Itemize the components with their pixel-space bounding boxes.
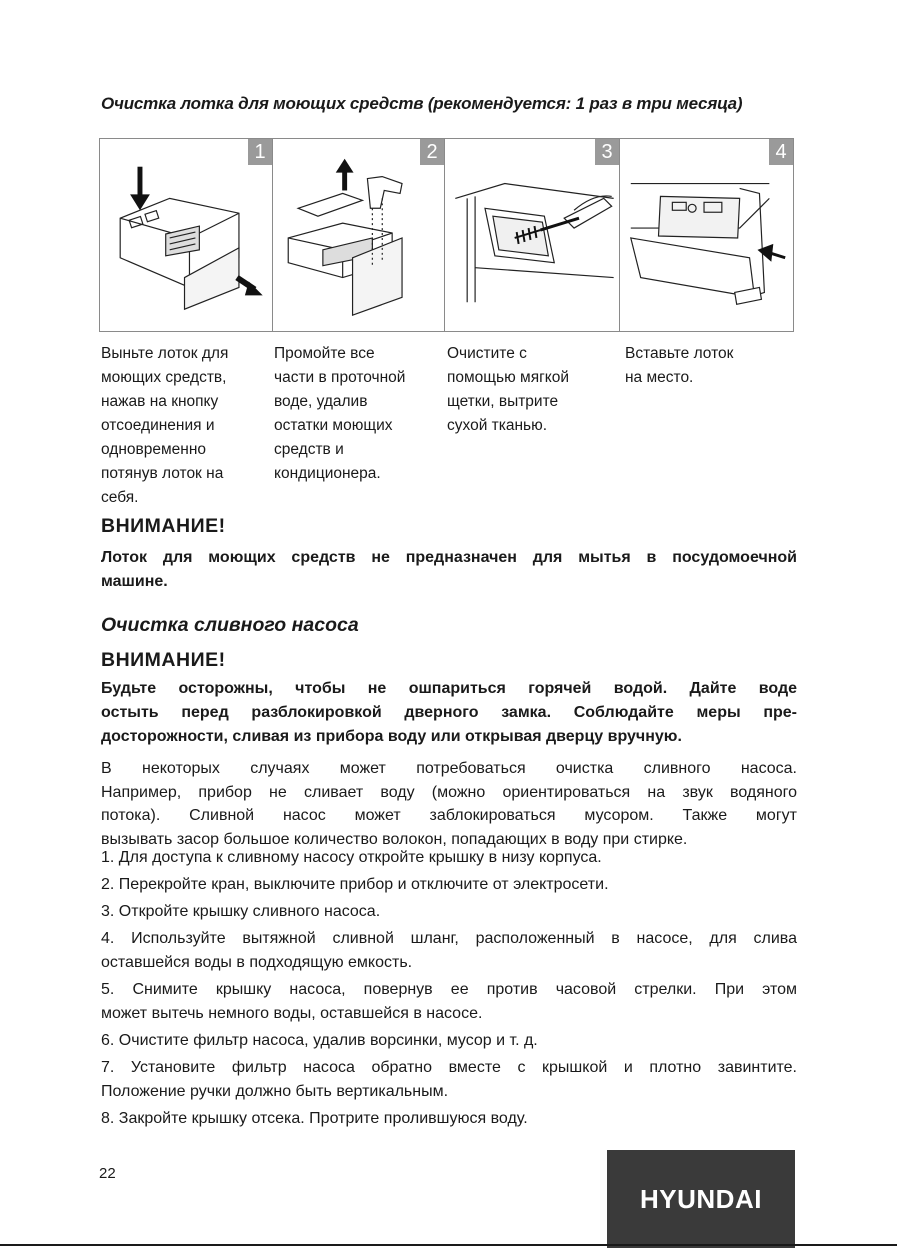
list-line: 4. Используйте вытяжной сливной шланг, расположенный в насосе, для слива [101, 930, 797, 947]
caption-line: средств и [274, 441, 344, 458]
step-number: 1 [248, 139, 272, 165]
paragraph-line: вызывать засор большое количество волокон, попадающих в воду при стирке. [101, 830, 688, 848]
warning-line: Будьте осторожны, чтобы не ошпариться горячей водой. Дайте воде [101, 680, 797, 697]
steps-illustration-strip [99, 138, 794, 332]
paragraph-line: Например, прибор не сливает воду (можно ориентироваться на звук водяного [101, 783, 797, 801]
list-item [101, 978, 797, 1026]
brand-logo: HYUNDAI [607, 1150, 795, 1248]
pump-section-title: Очистка сливного насоса [101, 614, 359, 636]
caption-line: отсоединения и [101, 417, 215, 434]
caption-line: на место. [625, 369, 694, 386]
caption-line: Очистите с [447, 345, 527, 362]
step-2-panel [273, 139, 445, 331]
caption-line: сухой тканью. [447, 417, 548, 434]
caption-line: Вставьте лоток [625, 345, 734, 362]
list-item [101, 846, 797, 870]
caption-line: потянув лоток на [101, 465, 224, 482]
brush-cleaning-icon [445, 139, 619, 331]
warning-line: машине. [101, 573, 168, 590]
step-number: 4 [769, 139, 793, 165]
warning-heading: ВНИМАНИЕ! [101, 649, 226, 671]
list-line: 6. Очистите фильтр насоса, удалив ворсинки, мусор и т. д. [101, 1032, 538, 1049]
step-3-panel [445, 139, 620, 331]
caption-line: Выньте лоток для [101, 345, 229, 362]
caption-line: моющих средств, [101, 369, 227, 386]
warning-line: Лоток для моющих средств не предназначен для мытья в посудомоечной [101, 549, 797, 566]
warning-text [101, 677, 797, 749]
list-item [101, 873, 797, 897]
paragraph-line: В некоторых случаях может потребоваться очистка сливного насоса. [101, 760, 797, 777]
list-line: 2. Перекройте кран, выключите прибор и отключите от электросети. [101, 876, 609, 893]
caption-line: Промойте все [274, 345, 375, 362]
caption-line: нажав на кнопку [101, 393, 219, 410]
list-item [101, 927, 797, 975]
list-line: Положение ручки должно быть вертикальным. [101, 1083, 449, 1100]
list-line: 8. Закройте крышку отсека. Протрите пролившуюся воду. [101, 1110, 528, 1127]
step-2-caption [274, 342, 405, 486]
list-item [101, 900, 797, 924]
list-item [101, 1107, 797, 1131]
detergent-drawer-remove-icon [100, 139, 272, 331]
caption-line: остатки моющих [274, 417, 393, 434]
page-bottom-rule [0, 1244, 897, 1246]
step-4-caption [625, 342, 733, 390]
section-title: Очистка лотка для моющих средств (рекомендуется: 1 раз в три месяца) [101, 94, 743, 113]
list-line: 5. Снимите крышку насоса, повернув ее против часовой стрелки. При этом [101, 981, 797, 998]
list-line: 1. Для доступа к сливному насосу откройте крышку в низу корпуса. [101, 849, 602, 866]
list-line: 3. Откройте крышку сливного насоса. [101, 903, 381, 920]
drawer-rinse-tap-icon [273, 139, 444, 331]
paragraph-line: потока). Сливной насос может заблокироваться мусором. Также могут [101, 807, 797, 824]
caption-line: воде, удалив [274, 393, 368, 410]
caption-line: помощью мягкой [447, 369, 569, 386]
step-number: 2 [420, 139, 444, 165]
step-3-caption [447, 342, 569, 438]
instruction-list [101, 846, 797, 1134]
warning-line: досторожности, сливая из прибора воду или открывая дверцу вручную. [101, 728, 682, 745]
drawer-insert-icon [620, 139, 793, 331]
list-line: 7. Установите фильтр насоса обратно вместе с крышкой и плотно завинтите. [101, 1059, 797, 1076]
caption-line: одновременно [101, 441, 206, 458]
step-number: 3 [595, 139, 619, 165]
list-item [101, 1029, 797, 1053]
intro-paragraph [101, 757, 797, 851]
step-4-panel [620, 139, 793, 331]
warning-heading: ВНИМАНИЕ! [101, 515, 226, 537]
step-1-caption [101, 342, 228, 510]
list-item [101, 1056, 797, 1104]
caption-line: щетки, вытрите [447, 393, 559, 410]
caption-line: себя. [101, 489, 139, 506]
warning-text [101, 546, 797, 594]
caption-line: кондиционера. [274, 465, 381, 482]
list-line: может вытечь немного воды, оставшейся в насосе. [101, 1005, 483, 1022]
list-line: оставшейся воды в подходящую емкость. [101, 954, 413, 971]
page-number: 22 [99, 1165, 116, 1182]
caption-line: части в проточной [274, 369, 406, 386]
warning-line: остыть перед разблокировкой дверного замка. Соблюдайте меры пре- [101, 704, 797, 721]
step-1-panel [100, 139, 273, 331]
